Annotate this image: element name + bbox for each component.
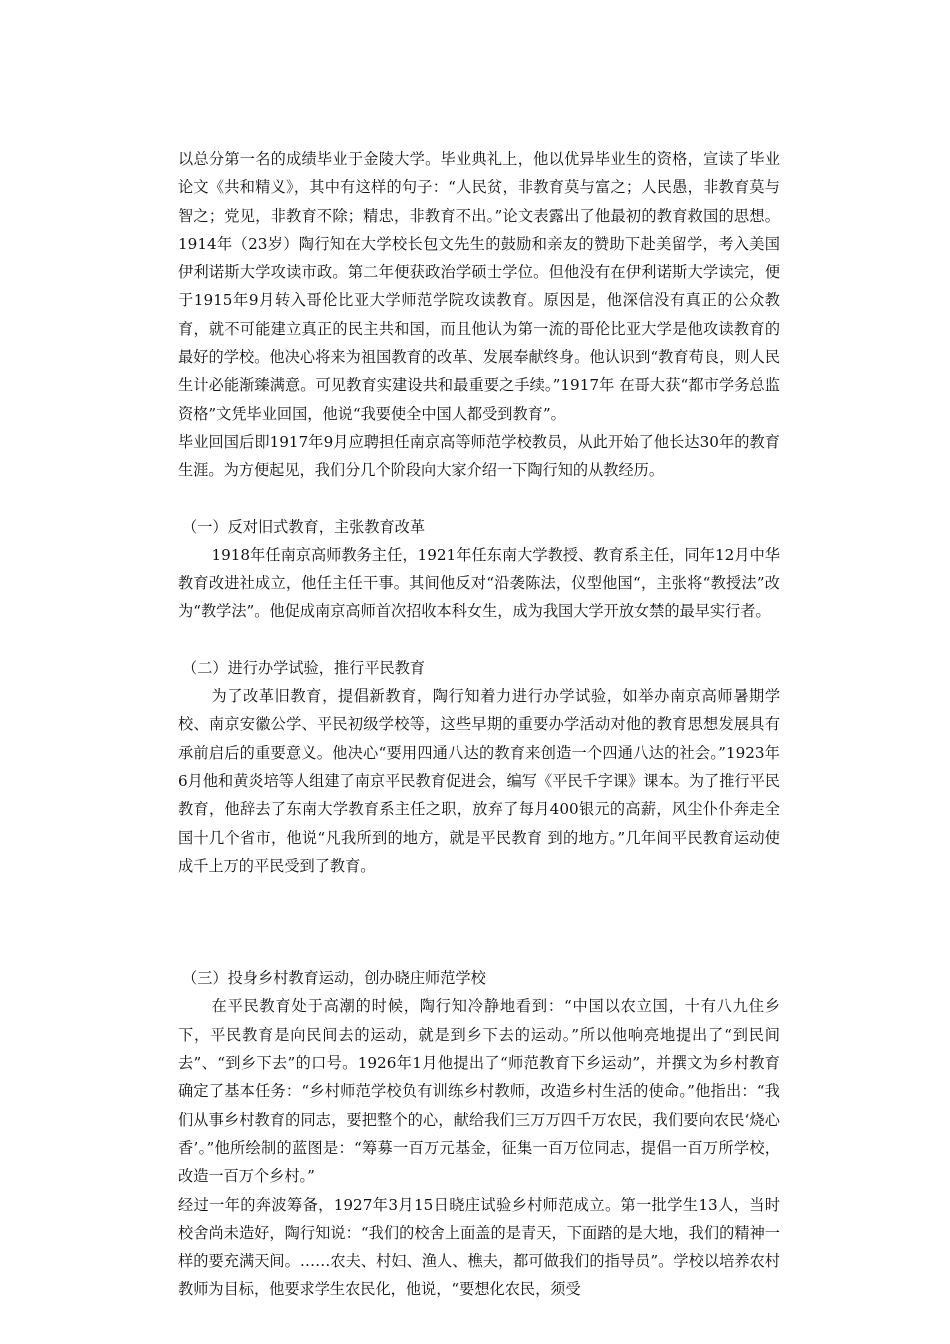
paragraph-return-home: 毕业回国后即1917年9月应聘担任南京高等师范学校教员，从此开始了他长达30年的教育生涯。为方便起见，我们分几个阶段向大家介绍一下陶行知的从教经历。 (178, 432, 780, 480)
document-body (178, 145, 780, 1304)
spacer (178, 880, 780, 964)
paragraph-section-3: 在平民教育处于高潮的时候，陶行知冷静地看到：“中国以农立国，十有八九住乡下，平民教育是向民间去的运动，就是到乡下去的运动。”所以他响亮地提出了“到民间去”、“到乡下去”的口号。1926年1月他提出了“师范教育下乡运动”，并撰文为乡村教育确定了基本任务：“乡村师范学校负有训练乡村教师，改造乡村生活的使命。”他指出：“我们从事乡村教育的同志，要把整个的心，献给我们三万万四千万农民，我们要向农民‘烧心香’。”他所绘制的蓝图是：“筹募一百万元基金，征集一百万位同志，提倡一百万所学校，改造一百万个乡村。” (178, 997, 780, 1186)
spacer (178, 485, 780, 513)
spacer (178, 626, 780, 654)
section-heading-3: （三）投身乡村教育运动，创办晓庄师范学校 (182, 969, 486, 988)
paragraph-graduation: 以总分第一名的成绩毕业于金陵大学。毕业典礼上，他以优异毕业生的资格，宣读了毕业论文《共和精义》，其中有这样的句子：“人民贫，非教育莫与富之；人民愚，非教育莫与智之；党见，非教育不除；精忠，非教育不出。”论文表露出了他最初的教育救国的思想。1914年（23岁）陶行知在大学校长包文先生的鼓励和亲友的赞助下赴美留学，考入美国伊利诺斯大学攻读市政。第二年便获政治学硕士学位。但他没有在伊利诺斯大学读完，便于1915年9月转入哥伦比亚大学师范学院攻读教育。原因是，他深信没有真正的公众教育，就不可能建立真正的民主共和国，而且他认为第一流的哥伦比亚大学是他攻读教育的最好的学校。他决心将来为祖国教育的改革、发展奉献终身。他认识到“教育苟良，则人民生计必能渐臻满意。可见教育实建设共和最重要之手续。”1917年 在哥大获“都市学务总监资格”文凭毕业回国，他说“我要使全中国人都受到教育”。 (178, 150, 780, 423)
paragraph-section-2: 为了改革旧教育，提倡新教育，陶行知着力进行办学试验，如举办南京高师暑期学校、南京安徽公学、平民初级学校等，这些早期的重要办学活动对他的教育思想发展具有承前启后的重要意义。他决心“要用四通八达的教育来创造一个四通八达的社会。”1923年6月他和黄炎培等人组建了南京平民教育促进会，编写《平民千字课》课本。为了推行平民教育，他辞去了东南大学教育系主任之职，放弃了每月400银元的高薪，风尘仆仆奔走全国十几个省市，他说“凡我所到的地方，就是平民教育 到的地方。”几年间平民教育运动使成千上万的平民受到了教育。 (178, 687, 780, 875)
paragraph-section-1: 1918年任南京高师教务主任，1921年任东南大学教授、教育系主任，同年12月中华教育改进社成立，他任主任干事。其间他反对“沿袭陈法，仪型他国“，主张将“教授法”改为“教学法”。他促成南京高师首次招收本科女生，成为我国大学开放女禁的最早实行者。 (178, 545, 780, 621)
section-heading-1: （一）反对旧式教育，主张教育改革 (182, 517, 425, 536)
section-heading-2: （二）进行办学试验，推行平民教育 (182, 658, 425, 677)
paragraph-xiaozhuang: 经过一年的奔波筹备，1927年3月15日晓庄试验乡村师范成立。第一批学生13人，当时校舍尚未造好，陶行知说：“我们的校舍上面盖的是青天，下面踏的是大地，我们的精神一样的要充满天间。……农夫、村妇、渔人、樵夫，都可做我们的指导员”。学校以培养农村教师为目标，他要求学生农民化，他说，“要想化农民，须受 (178, 1195, 780, 1299)
